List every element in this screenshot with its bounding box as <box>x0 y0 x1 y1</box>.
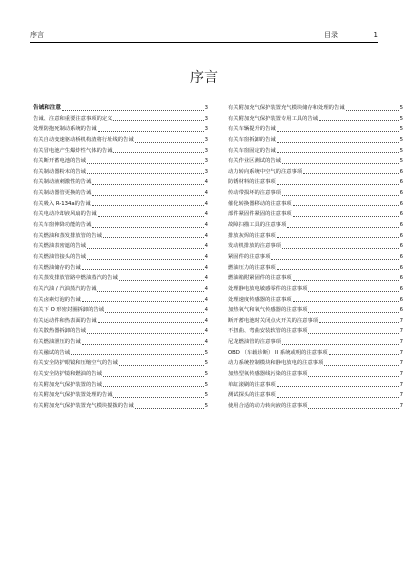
toc-dot-leader <box>282 344 399 345</box>
toc-entry[interactable] <box>228 103 403 114</box>
header-section-label: 序言 <box>30 31 44 39</box>
toc-entry[interactable] <box>228 231 403 242</box>
toc-entry-title: 发动机排放的注意事项 <box>228 243 281 250</box>
toc-entry-page: 7 <box>399 360 403 367</box>
toc-entry[interactable] <box>228 305 403 316</box>
toc-entry-title: 告诫和注意 <box>33 104 61 111</box>
toc-entry-page: 6 <box>399 168 403 175</box>
toc-entry-title: 有关附加充气保护装置的告诫 <box>33 381 102 388</box>
toc-dot-leader <box>308 408 398 409</box>
toc-entry-page: 4 <box>204 296 208 303</box>
toc-entry-title: 有关附加充气保护装置处理的告诫 <box>33 392 113 399</box>
toc-dot-leader <box>308 376 398 377</box>
toc-entry-title: 有关蒸发排放管路中燃油蒸汽的告诫 <box>33 275 118 282</box>
toc-entry[interactable] <box>228 380 403 391</box>
toc-dot-leader <box>113 120 203 121</box>
toc-dot-leader <box>277 131 399 132</box>
toc-entry[interactable] <box>33 326 208 337</box>
toc-entry-title: OBD （车载诊断） II 系统或明的注意事项 <box>228 349 328 356</box>
toc-entry[interactable] <box>228 199 403 210</box>
toc-entry[interactable] <box>33 252 208 263</box>
toc-dot-leader <box>119 280 204 281</box>
toc-entry-page: 6 <box>399 222 403 229</box>
toc-entry-title: 有关安全防护镜和燃油的告诫 <box>33 371 102 377</box>
toc-entry-page: 6 <box>399 253 403 260</box>
toc-entry-title: 有关燃油表密遮的告诫 <box>33 243 86 250</box>
toc-dot-leader <box>287 227 398 228</box>
toc-dot-leader <box>277 386 399 387</box>
toc-entry-page: 6 <box>399 307 403 314</box>
toc-entry-page: 3 <box>204 136 208 143</box>
header-contents-label: 目录 <box>324 31 338 39</box>
toc-dot-leader <box>62 110 204 111</box>
toc-entry[interactable] <box>33 231 208 242</box>
toc-entry-page: 4 <box>204 317 208 324</box>
toc-entry-page: 6 <box>399 243 403 250</box>
toc-entry-title: 有关安全防护眼镜和压缩空气的告诫 <box>33 360 118 367</box>
toc-entry[interactable] <box>33 284 208 295</box>
toc-entry-title: 有关车窗固定的告诫 <box>228 147 276 154</box>
toc-entry-page: 5 <box>204 360 208 367</box>
toc-entry[interactable] <box>228 369 403 380</box>
toc-dot-leader <box>103 237 204 238</box>
toc-entry-page: 5 <box>204 371 208 377</box>
toc-entry-page: 6 <box>399 296 403 303</box>
toc-dot-leader <box>319 322 399 323</box>
toc-entry-title: 有关汽油 / 汽油蒸汽的告诫 <box>33 285 97 292</box>
toc-dot-leader <box>105 312 204 313</box>
toc-entry-page: 5 <box>204 349 208 356</box>
toc-dot-leader <box>103 376 204 377</box>
header-page-number: 1 <box>373 31 378 39</box>
toc-entry-page: 3 <box>204 147 208 154</box>
toc-entry[interactable] <box>228 241 403 252</box>
toc-entry-page: 3 <box>204 104 208 111</box>
toc-dot-leader <box>293 280 399 281</box>
toc-entry-title: 处理速度传感器的注意事项 <box>228 296 292 303</box>
toc-dot-leader <box>87 163 204 164</box>
toc-dot-leader <box>277 269 399 270</box>
toc-entry[interactable] <box>228 263 403 274</box>
toc-dot-leader <box>82 301 204 302</box>
toc-dot-leader <box>329 354 399 355</box>
toc-dot-leader <box>92 227 203 228</box>
toc-entry-title: 有关融试的告诫 <box>33 349 71 356</box>
toc-entry-page: 3 <box>204 158 208 165</box>
toc-dot-leader <box>303 173 398 174</box>
toc-entry-page: 5 <box>399 115 403 122</box>
toc-dot-leader <box>92 195 203 196</box>
toc-dot-leader <box>282 163 399 164</box>
toc-entry-title: 有关车窗拆卸的告诫 <box>228 136 276 143</box>
toc-entry-page: 7 <box>399 349 403 356</box>
toc-entry-title: 使用合适的动力转向液的注意事项 <box>228 402 308 409</box>
toc-entry-page: 4 <box>204 200 208 207</box>
toc-entry-title: 有关附加充气保护装置专用工具的告诫 <box>228 115 319 122</box>
toc-entry[interactable] <box>33 390 208 401</box>
toc-entry[interactable] <box>33 305 208 316</box>
toc-entry-page: 5 <box>204 381 208 388</box>
toc-entry[interactable] <box>228 177 403 188</box>
toc-entry-title: 断开蓄电池时关闭点火开关的注意事项 <box>228 317 319 324</box>
toc-entry-page: 5 <box>399 158 403 165</box>
toc-dot-leader <box>71 354 204 355</box>
toc-entry-title: 催化转换器移动的注意事项 <box>228 200 292 207</box>
toc-entry-title: 处理静电放电敏感零件的注意事项 <box>228 285 308 292</box>
toc-dot-leader <box>277 397 399 398</box>
toc-dot-leader <box>92 184 203 185</box>
toc-entry-title: 有关制动器管更换的告诫 <box>33 190 92 197</box>
toc-entry-page: 7 <box>399 381 403 388</box>
toc-entry[interactable] <box>228 124 403 135</box>
toc-entry[interactable] <box>33 146 208 157</box>
toc-entry-title: 有关制动器粉末的告诫 <box>33 168 86 175</box>
toc-entry-title: 有关制动液刺激性的告诫 <box>33 179 92 186</box>
toc-entry-page: 4 <box>204 211 208 218</box>
toc-dot-leader <box>87 248 204 249</box>
toc-entry[interactable] <box>228 156 403 167</box>
toc-entry-page: 6 <box>399 179 403 186</box>
toc-entry[interactable] <box>33 199 208 210</box>
toc-entry-title: 有关散热器拆卸的告诫 <box>33 328 86 335</box>
toc-entry-page: 5 <box>204 402 208 409</box>
toc-entry-page: 6 <box>399 211 403 218</box>
toc-entry[interactable] <box>33 316 208 327</box>
toc-entry[interactable] <box>33 114 208 125</box>
toc-entry[interactable] <box>228 358 403 369</box>
toc-entry[interactable] <box>228 390 403 401</box>
toc-entry-page: 7 <box>399 402 403 409</box>
header-rule <box>30 42 378 43</box>
toc-entry[interactable] <box>33 401 208 412</box>
toc-entry[interactable] <box>228 326 403 337</box>
toc-dot-leader <box>92 205 204 206</box>
toc-entry[interactable] <box>33 380 208 391</box>
toc-entry-page: 4 <box>204 179 208 186</box>
toc-entry[interactable] <box>33 220 208 231</box>
toc-entry-title: 有关燃油泄压的告诫 <box>33 339 81 346</box>
toc-entry-title: 动力转向系统中空气的注意事项 <box>228 168 303 175</box>
toc-entry-title: 告诫、注意和重要注意事项的定义 <box>33 115 113 122</box>
toc-right-column <box>228 103 403 412</box>
toc-dot-leader <box>135 142 204 143</box>
toc-left-column <box>33 103 208 412</box>
toc-dot-leader <box>277 184 399 185</box>
toc-dot-leader <box>82 344 204 345</box>
toc-dot-leader <box>308 333 398 334</box>
toc-entry[interactable] <box>33 177 208 188</box>
toc-entry[interactable] <box>228 348 403 359</box>
toc-entry-page: 7 <box>399 392 403 399</box>
toc-entry[interactable] <box>228 316 403 327</box>
toc-entry-page: 4 <box>204 339 208 346</box>
toc-entry[interactable] <box>33 103 208 114</box>
toc-entry-title: 处理防抱死制动系统的告诫 <box>33 126 97 133</box>
toc-dot-leader <box>113 152 203 153</box>
toc-entry-page: 5 <box>399 147 403 154</box>
toc-entry-page: 6 <box>399 275 403 282</box>
toc-entry[interactable] <box>33 348 208 359</box>
toc-entry[interactable] <box>228 114 403 125</box>
toc-entry-title: 防锈材料的注意事项 <box>228 179 276 186</box>
toc-entry-title: 有关运动件和热表面的告诫 <box>33 317 97 324</box>
toc-dot-leader <box>98 322 204 323</box>
toc-dot-leader <box>119 365 204 366</box>
toc-dot-leader <box>277 142 399 143</box>
toc-entry-page: 6 <box>399 264 403 271</box>
toc-entry-title: 有关冒电池产生爆炸性气体的告诫 <box>33 147 113 154</box>
toc-dot-leader <box>87 259 204 260</box>
toc-entry-page: 6 <box>399 285 403 292</box>
toc-entry-title: 有关车窗伸降功能的告诫 <box>33 222 92 229</box>
toc-entry-page: 6 <box>399 200 403 207</box>
toc-dot-leader <box>103 386 204 387</box>
toc-entry-title: 有关燃油管接头的告诫 <box>33 253 86 260</box>
toc-entry[interactable] <box>228 252 403 263</box>
toc-entry-page: 7 <box>399 328 403 335</box>
toc-entry[interactable] <box>228 273 403 284</box>
toc-dot-leader <box>282 248 399 249</box>
toc-dot-leader <box>82 269 204 270</box>
toc-entry-title: 紧固件的注意事项 <box>228 253 271 260</box>
toc-entry-title: 有关附加充气保护装置充气模块搅拨的告诫 <box>33 402 134 409</box>
toc-entry-title: 有关自动变速驱动桥机构渣将行址线的告诫 <box>33 136 134 143</box>
toc-entry-title: 尼龙燃油管的注意事项 <box>228 339 281 346</box>
toc-entry[interactable] <box>228 167 403 178</box>
toc-entry-page: 4 <box>204 328 208 335</box>
toc-entry-page: 4 <box>204 253 208 260</box>
toc-dot-leader <box>308 312 398 313</box>
toc-entry-page: 5 <box>399 136 403 143</box>
toc-dot-leader <box>293 301 399 302</box>
toc-entry-page: 3 <box>204 126 208 133</box>
toc-entry[interactable] <box>33 156 208 167</box>
toc-entry[interactable] <box>228 135 403 146</box>
toc-dot-leader <box>113 397 203 398</box>
toc-entry[interactable] <box>33 358 208 369</box>
toc-dot-leader <box>98 131 204 132</box>
toc-dot-leader <box>277 152 399 153</box>
toc-entry[interactable] <box>228 188 403 199</box>
toc-entry-page: 5 <box>204 392 208 399</box>
toc-entry[interactable] <box>228 401 403 412</box>
toc-dot-leader <box>98 216 204 217</box>
toc-entry[interactable] <box>228 220 403 231</box>
toc-entry-page: 4 <box>204 285 208 292</box>
toc-entry-title: 有关燃油和蒸发排放管的告诫 <box>33 232 102 239</box>
toc-entry-page: 4 <box>204 307 208 314</box>
page-header <box>30 30 378 42</box>
toc-entry[interactable] <box>228 146 403 157</box>
toc-entry-page: 6 <box>399 232 403 239</box>
toc-entry[interactable] <box>33 337 208 348</box>
toc-entry-title: 不扭曲、弯曲安装软管的注意事项 <box>228 328 308 335</box>
toc-entry-title: 故障扫描工具的注意事项 <box>228 222 287 229</box>
toc-entry-page: 7 <box>399 371 403 377</box>
toc-entry[interactable] <box>33 135 208 146</box>
toc-entry-title: 有关下 O 形密封圈拆卸的告诫 <box>33 307 105 314</box>
toc-entry-page: 7 <box>399 339 403 346</box>
toc-entry-page: 4 <box>204 190 208 197</box>
toc-entry-page: 4 <box>204 222 208 229</box>
toc-dot-leader <box>277 237 399 238</box>
toc-dot-leader <box>135 408 204 409</box>
toc-entry-page: 6 <box>399 190 403 197</box>
toc-entry-page: 4 <box>204 264 208 271</box>
toc-entry[interactable] <box>33 273 208 284</box>
toc-entry-page: 5 <box>399 126 403 133</box>
toc-entry-title: 单缸滚刷的注意事项 <box>228 381 276 388</box>
toc-dot-leader <box>97 291 203 292</box>
toc-entry[interactable] <box>33 369 208 380</box>
toc-entry-title: 有关断开蓄电池的告诫 <box>33 158 86 165</box>
toc-entry-page: 4 <box>204 232 208 239</box>
page-title: 序言 <box>190 70 218 86</box>
toc-entry-title: 燃油压力的注意事项 <box>228 264 276 271</box>
toc-entry-title: 有关吸入 R-134a的告诫 <box>33 200 91 207</box>
toc-dot-leader <box>293 216 399 217</box>
toc-dot-leader <box>346 110 399 111</box>
toc-entry[interactable] <box>33 241 208 252</box>
toc-entry-title: 有关车辆提升的告诫 <box>228 126 276 133</box>
toc-entry-title: 加热型氧传感器线污染的注意事项 <box>228 371 308 377</box>
toc-entry-title: 排放灰烬的注意事项 <box>228 232 276 239</box>
toc-entry-title: 有关附加充气保护装置充气模块储存和处理的告诫 <box>228 104 345 111</box>
toc-entry[interactable] <box>228 284 403 295</box>
toc-entry-title: 测试探头的注意事项 <box>228 392 276 399</box>
toc-dot-leader <box>87 173 204 174</box>
toc-entry[interactable] <box>33 263 208 274</box>
toc-entry[interactable] <box>33 124 208 135</box>
toc-entry-page: 3 <box>204 115 208 122</box>
toc-entry-title: 部件紧固件紧固的注意事项 <box>228 211 292 218</box>
toc-entry[interactable] <box>33 209 208 220</box>
toc-dot-leader <box>87 333 204 334</box>
toc-entry-page: 7 <box>399 317 403 324</box>
toc-entry-title: 燃油箱附紧固件的注意事项 <box>228 275 292 282</box>
toc-entry-title: 传动带损坏的注意事项 <box>228 190 281 197</box>
toc-dot-leader <box>319 120 399 121</box>
toc-dot-leader <box>324 365 398 366</box>
toc-entry[interactable] <box>228 209 403 220</box>
toc-entry[interactable] <box>33 167 208 178</box>
toc-entry-page: 5 <box>399 104 403 111</box>
toc-entry-page: 4 <box>204 243 208 250</box>
toc-entry-title: 有关电动冷却液风扇的告诫 <box>33 211 97 218</box>
toc-entry[interactable] <box>33 295 208 306</box>
toc-entry-title: 有关燃油储存的告诫 <box>33 264 81 271</box>
toc-entry-page: 4 <box>204 275 208 282</box>
toc-entry-title: 加热氧气和氧气传感器的注意事项 <box>228 307 308 314</box>
toc-dot-leader <box>282 195 399 196</box>
toc-entry-title: 有关卤素灯泡的告诫 <box>33 296 81 303</box>
toc-dot-leader <box>293 205 399 206</box>
toc-entry-page: 3 <box>204 168 208 175</box>
toc-dot-leader <box>271 259 398 260</box>
toc-entry[interactable] <box>228 337 403 348</box>
toc-entry[interactable] <box>33 188 208 199</box>
toc-dot-leader <box>308 291 398 292</box>
toc-entry[interactable] <box>228 295 403 306</box>
toc-entry-title: 动力系统控制模块和静电放电的注意事项 <box>228 360 324 367</box>
toc-entry-title: 有关作业区测试的告诫 <box>228 158 281 165</box>
